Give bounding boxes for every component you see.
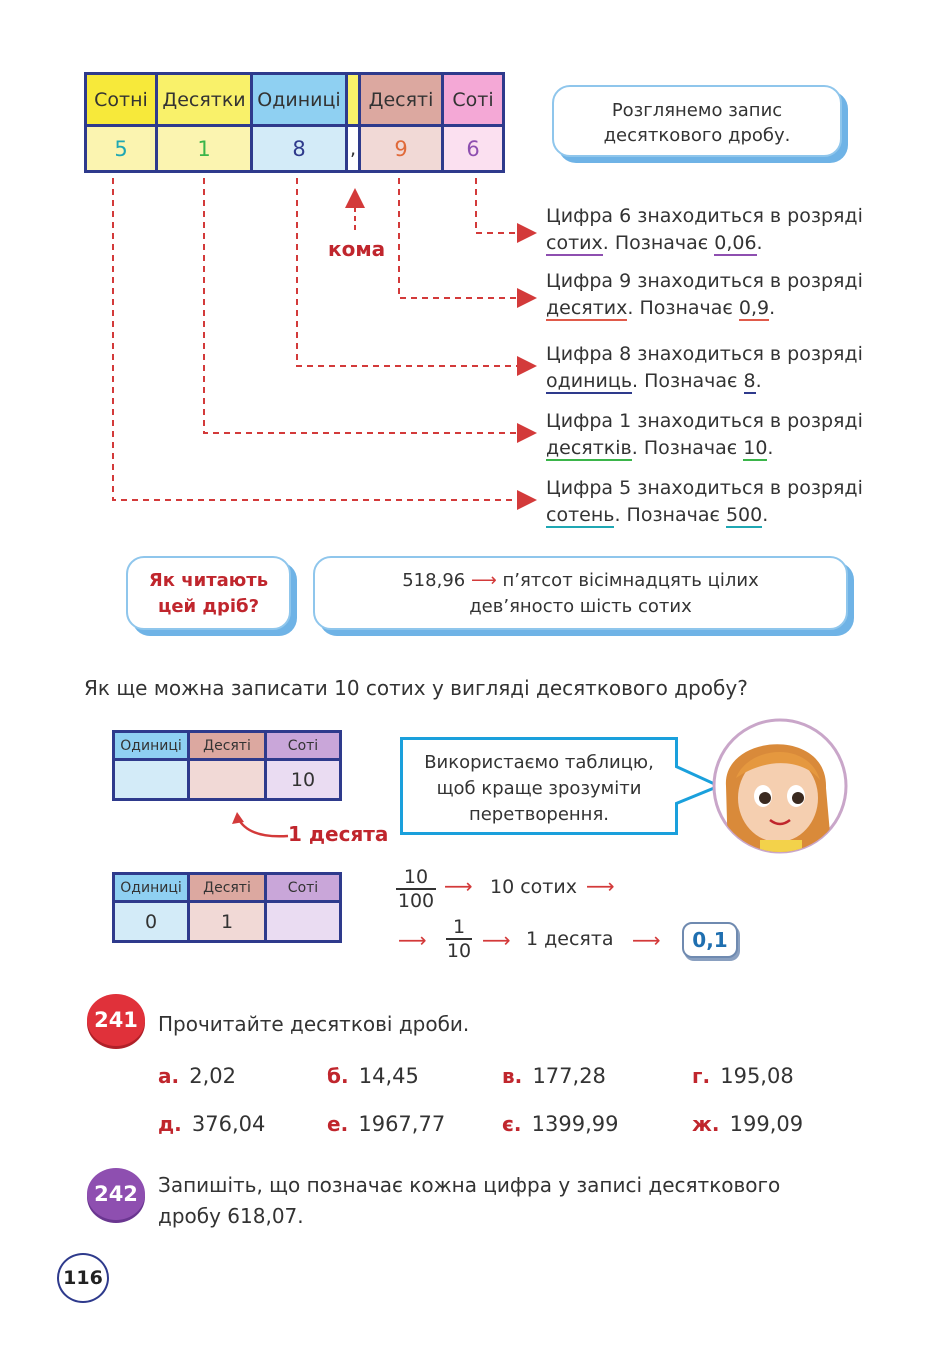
task-241-item-g: г. 195,08 [692,1064,794,1088]
digit-ones: 8 [252,126,347,172]
digit-tens: 1 [157,126,252,172]
digit-tenths: 9 [360,126,443,172]
speech-bubble: Використаємо таблицю, щоб краще зрозуміти перетворення. [400,737,678,835]
reading-answer-line-2: дев’яносто шість сотих [469,596,692,617]
task-241-item-b: б. 14,45 [327,1064,419,1088]
intro-bubble [552,85,842,157]
step-10-hundredths: 10 сотих [490,876,577,898]
arrow-right-icon: ⟶ [586,874,615,898]
arrow-right-icon: ⟶ [398,928,427,952]
task-241-item-d: д. 376,04 [158,1112,266,1136]
intro-line-1: Розглянемо запис [611,100,783,121]
reading-answer-bubble [313,556,848,630]
curved-arrow-icon [228,812,292,846]
place-value-table [84,72,505,173]
step-one-tenth: 1 десята [526,928,614,950]
small-table-1: Одиниці Десяті Соті 10 [112,730,342,801]
task-241-item-e: е. 1967,77 [327,1112,446,1136]
task-241-item-ye: є. 1399,99 [502,1112,619,1136]
task-241-badge: 241 [87,994,145,1046]
one-tenth-label: 1 десята [288,822,389,846]
header-ones: Одиниці [252,74,347,126]
explanation-hundreds: Цифра 5 знаходиться в розряді сотень. Позначає 500. [546,477,863,526]
task-241-text: Прочитайте десяткові дроби. [158,1012,470,1036]
question-text: Як ще можна записати 10 сотих у вигляді десяткового дробу? [84,676,748,700]
header-tenths: Десяті [360,74,443,126]
digit-comma: , [347,126,360,172]
digit-hundredths: 6 [443,126,504,172]
fraction-1-10: $\frac{1}{10}$ [446,916,472,962]
task-241-item-zh: ж. 199,09 [692,1112,804,1136]
arrow-right-icon: ⟶ [632,928,661,952]
reading-question-bubble: Як читають цей дріб? [126,556,291,630]
task-241-item-a: а. 2,02 [158,1064,237,1088]
task-241-item-v: в. 177,28 [502,1064,606,1088]
intro-line-2: десяткового дробу. [603,125,791,146]
reading-number: 518,96 [402,570,466,591]
comma-label: кома [328,237,386,261]
fraction-10-100: $\frac{10}{100}$ [397,866,435,912]
girl-avatar [708,716,854,856]
arrow-right-icon: ⟶ [444,874,473,898]
reading-answer-line-1: п’ятсот вісімнадцять цілих [502,570,759,591]
digit-hundreds: 5 [86,126,157,172]
header-hundredths: Соті [443,74,504,126]
arrow-right-icon: ⟶ [470,570,503,591]
task-242-badge: 242 [87,1168,145,1220]
explanation-hundredths: Цифра 6 знаходиться в розряді сотих. Позначає 0,06. [546,205,863,254]
header-comma [347,74,360,126]
header-hundreds: Сотні [86,74,157,126]
result-box: 0,1 [682,922,738,958]
arrow-right-icon: ⟶ [482,928,511,952]
explanation-ones: Цифра 8 знаходиться в розряді одиниць. Позначає 8. [546,343,863,392]
small-table-2: Одиниці Десяті Соті 0 1 [112,872,342,943]
page-number: 116 [57,1253,109,1303]
task-242-text: Запишіть, що позначає кожна цифра у записі десяткового дробу 618,07. [158,1173,781,1228]
explanation-tenths: Цифра 9 знаходиться в розряді десятих. Позначає 0,9. [546,270,863,319]
explanation-tens: Цифра 1 знаходиться в розряді десятків. Позначає 10. [546,410,863,459]
header-tens: Десятки [157,74,252,126]
